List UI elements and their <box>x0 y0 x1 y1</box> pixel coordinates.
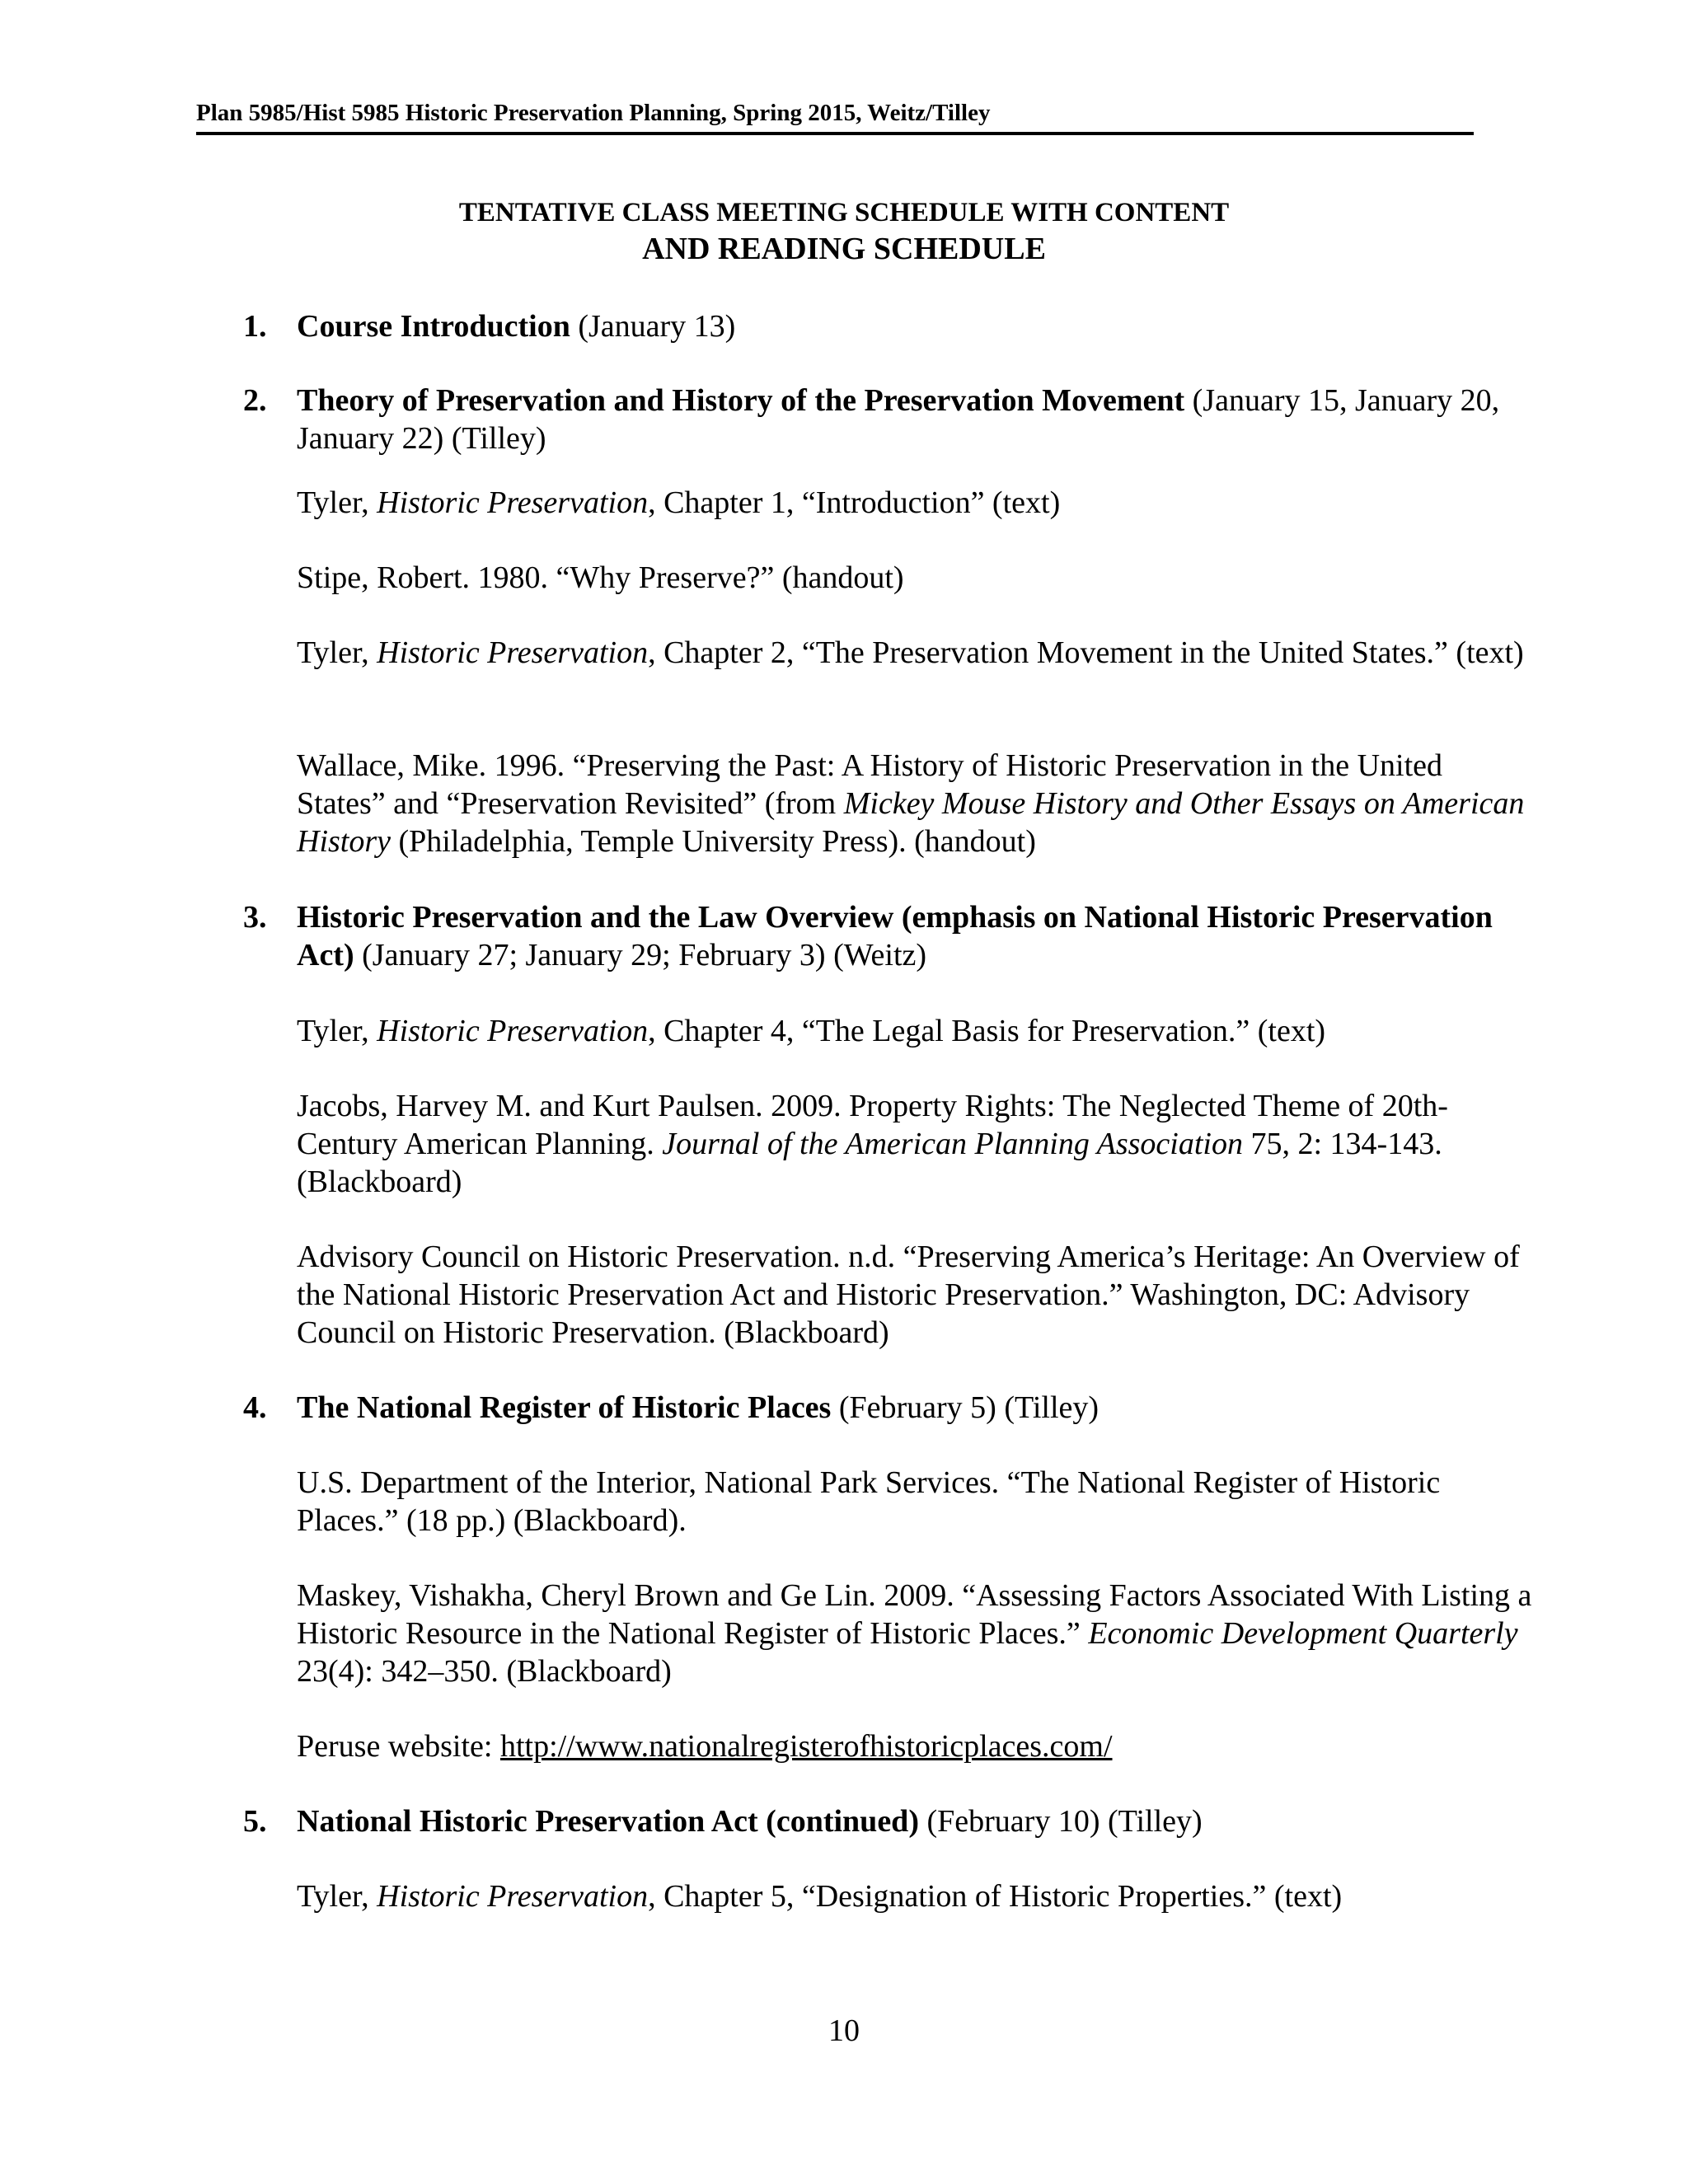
item-details: (January 27; January 29; February 3) (Weitz) <box>354 938 927 972</box>
running-header: Plan 5985/Hist 5985 Historic Preservation Planning, Spring 2015, Weitz/Tilley <box>196 100 991 126</box>
national-register-website-link[interactable]: http://www.nationalregisterofhistoricplaces.com/ <box>499 1729 1113 1764</box>
item-title: National Historic Preservation Act (continued) <box>297 1804 919 1839</box>
item-number: 5. <box>243 1804 267 1839</box>
schedule-item-2 <box>243 382 1529 457</box>
reading-reference: U.S. Department of the Interior, National Park Services. “The National Register of Historic Places.” (18 pp.) (Blackboard). <box>297 1465 1441 1538</box>
item-number: 3. <box>243 900 267 935</box>
reading-reference: Peruse website: http://www.nationalregisterofhistoricplaces.com/ <box>297 1729 1113 1764</box>
reading-reference: Jacobs, Harvey M. and Kurt Paulsen. 2009. Property Rights: The Neglected Theme of 20th-Century American Planning. Journal of the American Planning Association 75, 2: 134-143. (Blackboard) <box>297 1089 1448 1199</box>
item-title: Historic Preservation and the Law Overview (emphasis on National Historic Preservation Act) <box>297 900 1493 972</box>
item-title: Course Introduction <box>297 309 570 344</box>
item-details: (February 10) (Tilley) <box>918 1804 1203 1839</box>
reading-reference: Wallace, Mike. 1996. “Preserving the Past: A History of Historic Preservation in the United States” and “Preservation Revisited” (from Mickey Mouse History and Other Essays on American History (Philadelphia, Temple University Press). (handout) <box>297 748 1525 859</box>
item-details: (January 15, January 20, January 22) (Tilley) <box>297 383 1500 456</box>
item-title: Theory of Preservation and History of the Preservation Movement <box>297 383 1185 418</box>
schedule-item-3 <box>243 898 1529 974</box>
item-details: (January 13) <box>570 309 736 344</box>
reading-reference: Tyler, Historic Preservation, Chapter 4, “The Legal Basis for Preservation.” (text) <box>297 1014 1326 1048</box>
reading-reference: Maskey, Vishakha, Cheryl Brown and Ge Lin. 2009. “Assessing Factors Associated With Listing a Historic Resource in the National Register of Historic Places.” Economic Development Quarterly 23(4): 342–350. (Blackboard) <box>297 1578 1532 1689</box>
schedule-title-line-2: AND READING SCHEDULE <box>642 232 1046 266</box>
item-title: The National Register of Historic Places <box>297 1390 832 1425</box>
reading-reference: Stipe, Robert. 1980. “Why Preserve?” (handout) <box>297 560 904 595</box>
schedule-item-4 <box>243 1389 1529 1427</box>
header-rule <box>196 132 1474 135</box>
item-number: 2. <box>243 383 267 418</box>
reading-reference: Tyler, Historic Preservation, Chapter 5, “Designation of Historic Properties.” (text) <box>297 1879 1343 1914</box>
reading-reference: Tyler, Historic Preservation, Chapter 2, “The Preservation Movement in the United States.” (text) <box>297 635 1524 670</box>
page-number: 10 <box>828 2013 860 2048</box>
item-number: 1. <box>243 309 267 344</box>
reading-reference: Advisory Council on Historic Preservation. n.d. “Preserving America’s Heritage: An Overview of the National Historic Preservation Act and Historic Preservation.” Washington, DC: Advisory Council on Historic Preservation. (Blackboard) <box>297 1240 1520 1350</box>
item-details: (February 5) (Tilley) <box>831 1390 1100 1425</box>
schedule-title-line-1: TENTATIVE CLASS MEETING SCHEDULE WITH CONTENT <box>458 198 1230 227</box>
schedule-item-1 <box>243 307 1529 345</box>
reading-reference: Tyler, Historic Preservation, Chapter 1, “Introduction” (text) <box>297 485 1061 520</box>
schedule-item-5 <box>243 1802 1529 1840</box>
item-number: 4. <box>243 1390 267 1425</box>
